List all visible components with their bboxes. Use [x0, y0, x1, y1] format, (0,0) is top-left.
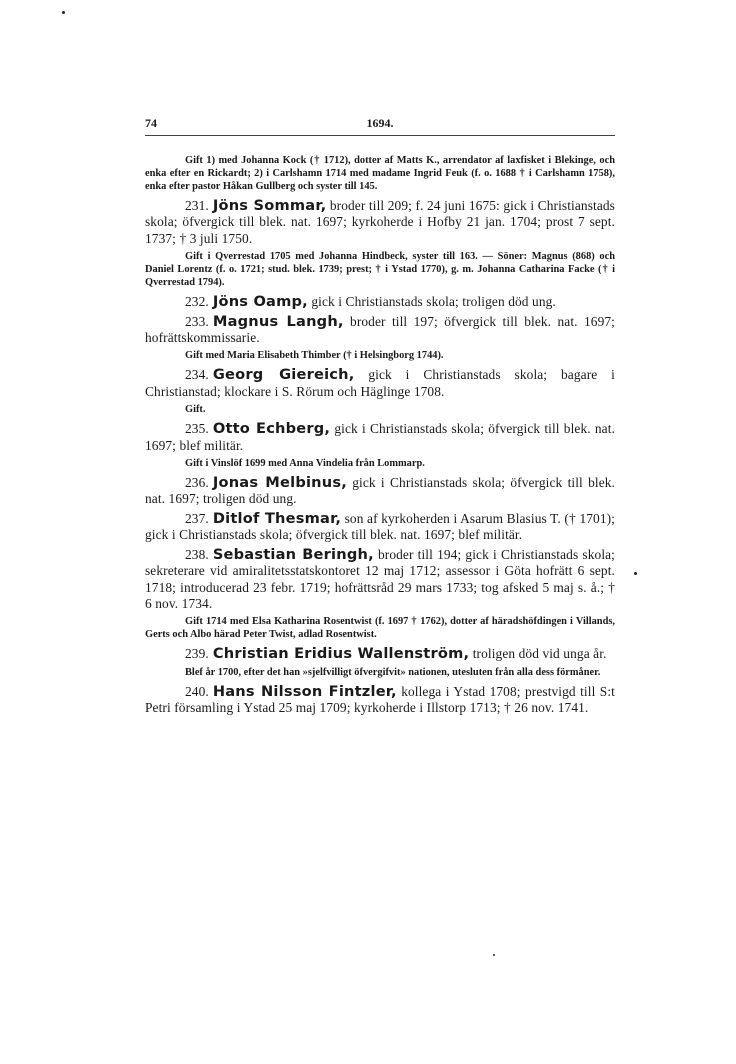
entry-text: gick i Christianstads skola; bagare i Christianstad; klockare i S. Rörum och Häglinge 1708.: [145, 367, 615, 399]
entry-note: Gift med Maria Elisabeth Thimber († i Helsingborg 1744).: [185, 350, 444, 362]
entry-name: Magnus Langh,: [212, 312, 344, 330]
entry-paragraph: [145, 198, 615, 247]
entry-text: gick i Christianstads skola; öfvergick till blek. nat. 1697; blef militär.: [145, 421, 615, 453]
entry-name: Christian Eridius Wallenström,: [212, 645, 470, 663]
entry-note: Gift 1) med Johanna Kock († 1712), dotter af Matts K., arrendator af laxfisket i Blekinge, och enka efter en Rickardt; 2) i Carlshamn 1714 med madame Ingrid Feuk (f. o. 1688 † i Carlshamn 1758), enka efter pastor Håkan Gullberg och syster till 145.: [145, 155, 615, 192]
entry-name: Jonas Melbinus,: [212, 474, 347, 492]
running-year: 1694.: [366, 116, 394, 130]
print-speck: [634, 572, 637, 575]
entry-note: Gift.: [185, 404, 206, 416]
entry-paragraph: [145, 684, 615, 717]
print-speck: [62, 11, 65, 14]
entry-note: Gift i Qverrestad 1705 med Johanna Hindbeck, syster till 163. — Söner: Magnus (868) och Daniel Lorentz (f. o. 1721; stud. blek. 1739; prest; † i Ystad 1770), g. m. Johanna Catharina Facke († i Qverrestad 1794).: [145, 251, 615, 289]
entry-paragraph: [145, 547, 615, 613]
print-speck: [493, 954, 495, 956]
entry-note: Gift i Vinslöf 1699 med Anna Vindelia från Lommarp.: [185, 458, 425, 470]
entry-paragraph: [145, 421, 615, 454]
entry-text: gick i Christianstads skola; troligen död ung.: [307, 294, 556, 310]
entry-text: troligen död vid unga år.: [469, 646, 607, 662]
entry-note: Gift 1714 med Elsa Katharina Rosentwist (f. 1697 † 1762), dotter af häradshöfdingen i Villands, Gerts och Albo härad Peter Twist, adlad Rosentwist.: [145, 616, 615, 641]
entry-text: broder till 197; öfvergick till blek. nat. 1697; hofrättskommissarie.: [145, 313, 615, 346]
entry-text: broder till 209; f. 24 juni 1675: gick i Christianstads skola; öfvergick till blek. nat. 1697; kyrkoherde i Hofby 21 jan. 1704; prost 7 sept. 1737; † 3 juli 1750.: [145, 198, 615, 246]
entry-number: 233.: [185, 313, 209, 329]
book-page: [145, 116, 615, 720]
entry-paragraph: [145, 511, 615, 544]
entry-name: Jöns Oamp,: [212, 293, 308, 311]
entry-number: 240.: [185, 683, 209, 699]
page-body: [145, 154, 615, 717]
entry-text: gick i Christianstads skola; öfvergick till blek. nat. 1697; troligen död ung.: [145, 475, 615, 507]
entry-paragraph: [145, 367, 615, 400]
entry-name: Otto Echberg,: [212, 420, 331, 438]
entry-number: 236.: [185, 475, 209, 491]
entry-number: 238.: [185, 546, 209, 562]
running-header: [145, 116, 615, 136]
entry-text: son af kyrkoherden i Asarum Blasius T. († 1701); gick i Christianstads skola; öfvergick till blek. nat. 1697; blef militär.: [145, 510, 616, 543]
entry-number: 235.: [185, 421, 209, 437]
entry-name: Hans Nilsson Fintzler,: [212, 682, 397, 700]
entry-note: Blef år 1700, efter det han »sjelfvilligt öfvergifvit» nationen, utesluten från alla dess förmåner.: [185, 666, 601, 678]
entry-number: 237.: [185, 510, 209, 526]
entry-text: broder till 194; gick i Christianstads skola; sekreterare vid amiralitetsstatskontoret 12 maj 1712; assessor i Göta hofrätt 6 sept. 1718; introducerad 23 febr. 1719; hofrättsråd 29 mars 1733; tog afsked 5 maj s. å.; † 6 nov. 1734.: [145, 546, 616, 611]
entry-paragraph: [145, 294, 615, 310]
entry-name: Georg Giereich,: [212, 366, 355, 384]
entry-paragraph: [145, 475, 615, 508]
entry-name: Ditlof Thesmar,: [212, 509, 342, 527]
page-number: 74: [145, 116, 157, 130]
entry-text: kollega i Ystad 1708; prestvigd till S:t Petri församling i Ystad 25 maj 1709; kyrkoherde i Illstorp 1713; † 26 nov. 1741.: [145, 683, 615, 716]
entry-paragraph: [145, 314, 615, 347]
entry-paragraph: [145, 646, 615, 662]
entry-number: 231.: [185, 198, 209, 213]
entry-number: 232.: [185, 294, 209, 310]
entry-name: Sebastian Beringh,: [212, 545, 374, 563]
entry-name: Jöns Sommar,: [212, 197, 327, 214]
entry-number: 234.: [185, 367, 209, 383]
entry-number: 239.: [185, 646, 209, 662]
